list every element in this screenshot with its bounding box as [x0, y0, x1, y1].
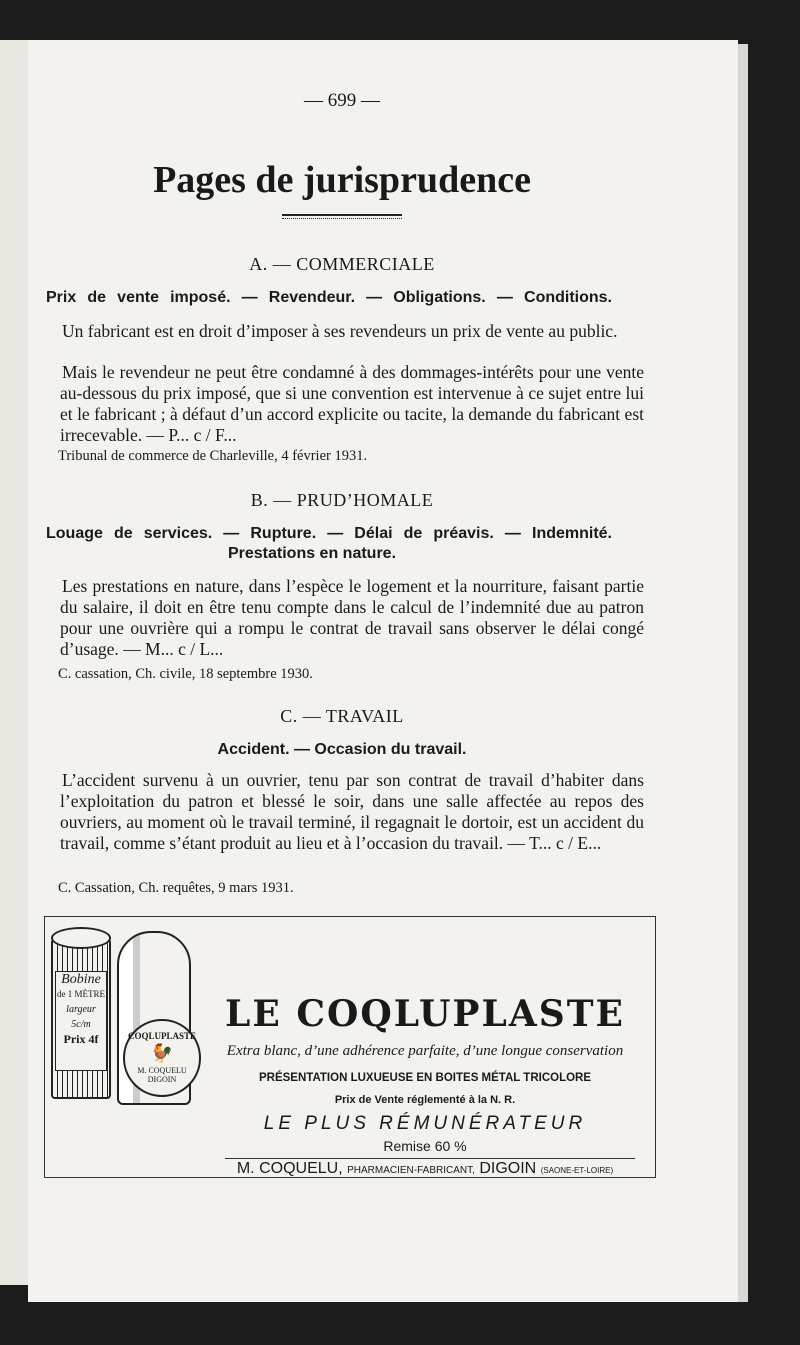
can-lid-brand: COQLUPLASTE [127, 1031, 196, 1041]
page-title: Pages de jurisprudence [153, 159, 531, 201]
journal-page [28, 40, 738, 1302]
can-lid-maker: M. COQUELU [137, 1066, 187, 1075]
section-b-keywords: Louage de services. — Rupture. — Délai de préavis. — Indemnité. [46, 525, 612, 542]
advertisement [44, 916, 656, 1178]
section-a-keywords: Prix de vente imposé. — Revendeur. — Obligations. — Conditions. [46, 289, 612, 306]
previous-page-edge [0, 40, 28, 1285]
section-b-paragraph-1: Les prestations en nature, dans l’espèce le logement et la nourriture, faisant partie du salaire, il doit en être tenu compte dans le calcul de l’indemnité due au patron pour une ouvrière qui a rompu le contrat de travail sans observer le délai congé d’usage. — M... c / L... [60, 576, 644, 659]
ad-presentation: PRÉSENTATION LUXUEUSE EN BOITES MÉTAL TRICOLORE [258, 1072, 592, 1084]
section-a-source: Tribunal de commerce de Charleville, 4 février 1931. [58, 448, 368, 464]
page-number: — 699 — [304, 90, 380, 111]
can-label-line-2: de 1 MÈTRE [57, 989, 105, 999]
title-rule [282, 214, 402, 219]
can-lid-city: DIGOIN [147, 1075, 177, 1084]
can-label-line-4: Prix 4f [63, 1032, 99, 1046]
ad-brand: LE COQLUPLASTE [225, 993, 625, 1035]
section-b-source: C. cassation, Ch. civile, 18 septembre 1930. [58, 666, 313, 682]
ad-maker-title: PHARMACIEN-FABRICANT, [347, 1165, 475, 1176]
ad-divider [225, 1158, 635, 1159]
page-content [42, 40, 642, 1302]
rooster-icon: 🐓 [150, 1043, 174, 1063]
page-stack-edge [738, 44, 748, 1302]
section-c-keywords: Accident. — Occasion du travail. [217, 741, 467, 758]
section-c-source: C. Cassation, Ch. requêtes, 9 mars 1931. [58, 880, 294, 896]
can-label [55, 971, 107, 1071]
ad-tagline: Extra blanc, d’une adhérence parfaite, d’une longue conservation [226, 1043, 624, 1059]
ad-discount: Remise 60 % [383, 1138, 467, 1154]
section-a-paragraph-2: Mais le revendeur ne peut être condamné à des dommages-intérêts pour une vente au-dessous du prix imposé, que si une convention est intervenue à ce sujet entre lui et le fabricant ; à défaut d’un accord explicite ou tacite, la demande du fabricant est irrecevable. — P... c / F... [60, 362, 644, 445]
section-b-heading: B. — PRUD’HOMALE [250, 490, 434, 510]
can-top [51, 927, 111, 949]
can-lid [123, 1019, 201, 1097]
can-label-line-1: Bobine [61, 972, 101, 987]
ad-maker: M. COQUELU, [236, 1160, 343, 1177]
ad-slogan: LE PLUS RÉMUNÉRATEUR [263, 1113, 587, 1134]
section-c-heading: C. — TRAVAIL [280, 706, 404, 726]
section-a-paragraph-1: Un fabricant est en droit d’imposer à ses revendeurs un prix de vente au public. [62, 321, 618, 341]
can-label-line-3: largeur 5c/m [66, 1004, 96, 1030]
section-c-paragraph-1: L’accident survenu à un ouvrier, tenu par son contrat de travail d’habiter dans l’exploitation du patron et blessé le soir, dans une salle affectée au repos des ouvriers, au moment où le travail terminé, il regagnait le dortoir, est un accident du travail, comme s’étant produit au lieu et à l’occasion du travail. — T... c / E... [60, 770, 644, 853]
ad-city: DIGOIN [479, 1160, 537, 1177]
ad-maker-line [195, 1160, 655, 1178]
ad-region: (SAONE-ET-LOIRE) [540, 1166, 614, 1175]
tall-can-image [51, 935, 111, 1099]
section-a-heading: A. — COMMERCIALE [249, 254, 435, 274]
section-b-keywords-2: Prestations en nature. [227, 545, 397, 562]
ad-price-note: Prix de Vente réglementé à la N. R. [334, 1094, 516, 1106]
round-can-image [117, 931, 196, 1105]
